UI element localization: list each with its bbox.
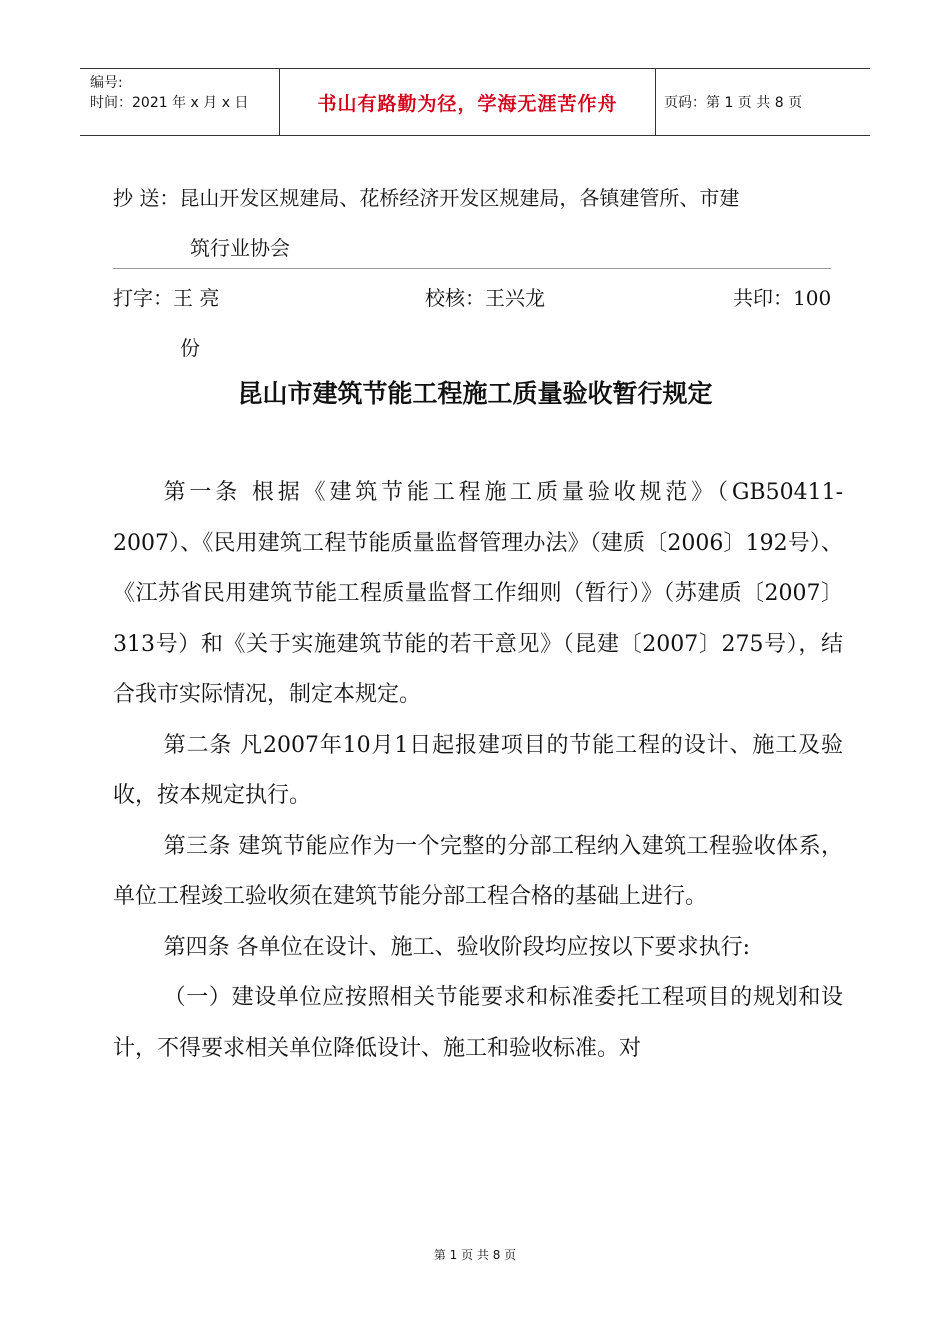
copies: 共印：100	[733, 286, 832, 310]
cc-line-1: 抄 送：昆山开发区规建局、花桥经济开发区规建局，各镇建管所、市建	[113, 186, 740, 210]
time-label: 时间：2021 年 x 月 x 日	[90, 95, 249, 111]
header-meta	[80, 69, 280, 135]
clause-1: （一）建设单位应按照相关节能要求和标准委托工程项目的规划和设计，不得要求相关单位降低设计、施工和验收标准。对	[113, 985, 843, 1061]
article-1: 第一条 根据《建筑节能工程施工质量验收规范》（GB50411-2007）、《民用建筑工程节能质量监督管理办法》（建质〔2006〕192号）、《江苏省民用建筑节能工程质量监督工作细则（暂行）》（苏建质〔2007〕313号）和《关于实施建筑节能的若干意见》（昆建〔2007〕275号），结合我市实际情况，制定本规定。	[113, 480, 843, 707]
article-2: 第二条 凡2007年10月1日起报建项目的节能工程的设计、施工及验收，按本规定执行。	[113, 732, 843, 808]
article-body	[113, 468, 843, 1074]
typist: 打字：王 亮	[113, 286, 220, 310]
header-motto-cell	[280, 69, 656, 135]
copies-unit: 份	[180, 336, 200, 360]
document-title: 昆山市建筑节能工程施工质量验收暂行规定	[237, 379, 713, 408]
article-3: 第三条 建筑节能应作为一个完整的分部工程纳入建筑工程验收体系，单位工程竣工验收须在建筑节能分部工程合格的基础上进行。	[113, 833, 843, 909]
divider	[113, 268, 831, 269]
number-label: 编号:	[90, 75, 123, 91]
article-4: 第四条 各单位在设计、施工、验收阶段均应按以下要求执行:	[163, 934, 751, 960]
page-footer: 第 1 页 共 8 页	[433, 1248, 517, 1262]
checker: 校核：王兴龙	[425, 286, 545, 310]
cc-line-2: 筑行业协会	[190, 236, 290, 260]
motto: 书山有路勤为径，学海无涯苦作舟	[317, 92, 618, 115]
page-header	[80, 68, 870, 136]
page-indicator: 页码：第 1 页 共 8 页	[664, 95, 803, 111]
